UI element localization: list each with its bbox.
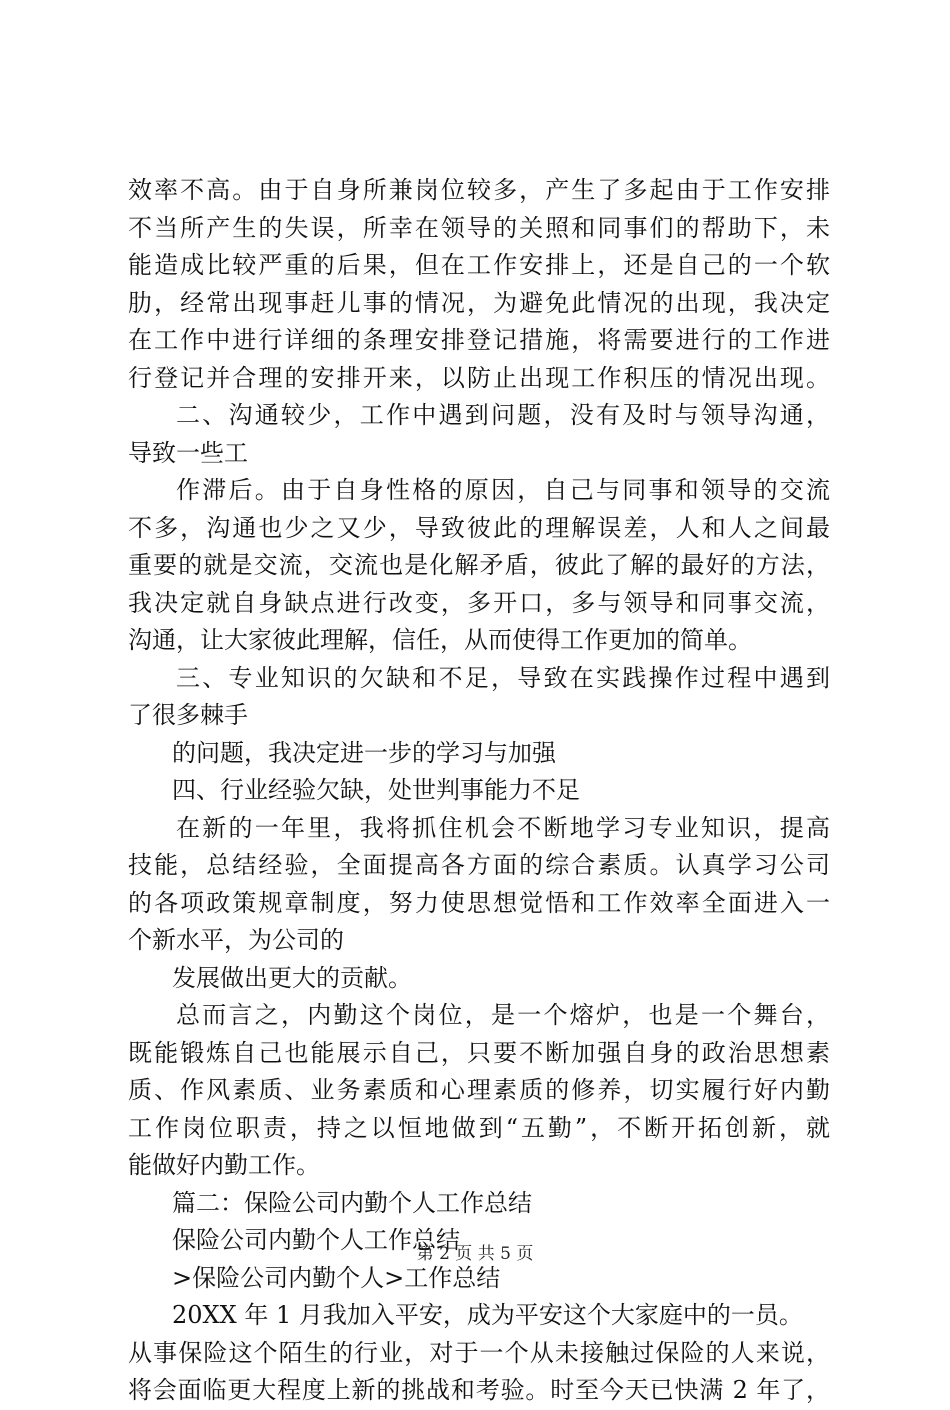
text-line: 能造成比较严重的后果，但在工作安排上，还是自己的一个软 — [128, 251, 830, 279]
text-line: 效率不高。由于自身所兼岗位较多，产生了多起由于工作安排 — [128, 176, 830, 204]
text-line: 既能锻炼自己也能展示自己，只要不断加强自身的政治思想素 — [128, 1038, 830, 1067]
text-line: 总而言之，内勤这个岗位，是一个熔炉，也是一个舞台， — [176, 1001, 830, 1029]
text-line: 四、行业经验欠缺，处世判事能力不足 — [172, 776, 580, 804]
text-line: 个新水平，为公司的 — [128, 926, 344, 954]
text-line: 20XX 年 1 月我加入平安，成为平安这个大家庭中的一员。 — [172, 1301, 803, 1329]
text-line: 作滞后。由于自身性格的原因，自己与同事和领导的交流 — [176, 476, 830, 504]
text-line: 篇二：保险公司内勤个人工作总结 — [172, 1188, 532, 1217]
text-line: 发展做出更大的贡献。 — [172, 963, 412, 992]
text-line: 技能，总结经验，全面提高各方面的综合素质。认真学习公司 — [128, 851, 830, 879]
document-body — [128, 172, 830, 1410]
text-line: 从事保险这个陌生的行业，对于一个从未接触过保险的人来说， — [128, 1338, 830, 1367]
text-line: 不当所产生的失误，所幸在领导的关照和同事们的帮助下，未 — [128, 213, 830, 242]
text-line: 不多，沟通也少之又少，导致彼此的理解误差，人和人之间最 — [128, 513, 830, 542]
text-line: 工作岗位职责，持之以恒地做到“五勤”，不断开拓创新，就 — [128, 1113, 830, 1142]
text-line: 保险公司内勤个人工作总结 — [172, 1226, 460, 1254]
text-line: >保险公司内勤个人>工作总结 — [172, 1263, 501, 1292]
text-line: 能做好内勤工作。 — [128, 1151, 320, 1179]
text-line: 将会面临更大程度上新的挑战和考验。时至今天已快满 2 年了， — [128, 1376, 830, 1404]
text-line: 质、作风素质、业务素质和心理素质的修养，切实履行好内勤 — [128, 1076, 830, 1104]
text-line: 沟通，让大家彼此理解，信任，从而使得工作更加的简单。 — [128, 626, 752, 654]
text-line: 在工作中进行详细的条理安排登记措施，将需要进行的工作进 — [128, 326, 830, 354]
text-line: 二、沟通较少，工作中遇到问题，没有及时与领导沟通， — [176, 401, 830, 429]
text-line: 肋，经常出现事赶儿事的情况，为避免此情况的出现，我决定 — [128, 288, 830, 317]
text-line: 的问题，我决定进一步的学习与加强 — [172, 738, 556, 767]
text-line: 重要的就是交流，交流也是化解矛盾，彼此了解的最好的方法， — [128, 551, 830, 579]
text-line: 的各项政策规章制度，努力使思想觉悟和工作效率全面进入一 — [128, 888, 830, 917]
text-line: 行登记并合理的安排开来，以防止出现工作积压的情况出现。 — [128, 363, 830, 392]
text-line: 导致一些工 — [128, 438, 248, 467]
text-line: 在新的一年里，我将抓住机会不断地学习专业知识，提高 — [176, 813, 830, 842]
page-footer: 第 2 页 共 5 页 — [416, 1244, 534, 1264]
text-line: 了很多棘手 — [128, 701, 248, 729]
text-line: 三、专业知识的欠缺和不足，导致在实践操作过程中遇到 — [176, 663, 830, 692]
text-line: 我决定就自身缺点进行改变，多开口，多与领导和同事交流， — [128, 588, 830, 617]
